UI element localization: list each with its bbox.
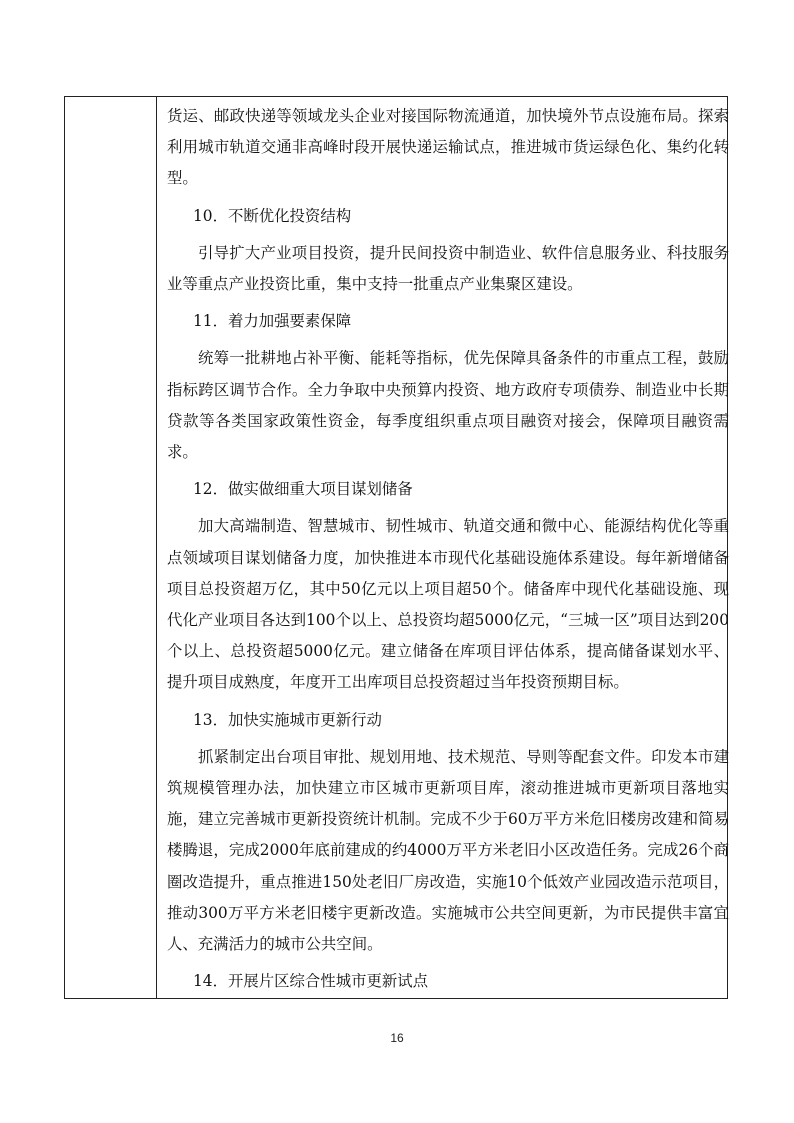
heading-11-factor-guarantee: 11．着力加强要素保障 [193, 312, 352, 331]
paragraph-urban-renewal: 抓紧制定出台项目审批、规划用地、技术规范、导则等配套文件。印发本市建筑规模管理办法，加快建立市区城市更新项目库，滚动推进城市更新项目落地实施，建立完善城市更新投资统计机制。完成不少于60万平方米危旧楼房改建和简易楼腾退，完成2000年底前建成的约4000万平方米老旧小区改造任务。完成26个商圈改造提升，重点推进150处老旧厂房改造，实施10个低效产业园改造示范项目，推动300万平方米老旧楼宇更新改造。实施城市公共空间更新，为市民提供丰富宜人、充满活力的城市公共空间。 [167, 747, 729, 954]
paragraph-freight-continued: 货运、邮政快递等领域龙头企业对接国际物流通道，加快境外节点设施布局。探索利用城市轨道交通非高峰时段开展快递运输试点，推进城市货运绿色化、集约化转型。 [167, 107, 729, 188]
table-left-cell [65, 97, 157, 998]
paragraph-investment-structure: 引导扩大产业项目投资，提升民间投资中制造业、软件信息服务业、科技服务业等重点产业投资比重，集中支持一批重点产业集聚区建设。 [167, 243, 729, 294]
document-table [64, 96, 728, 999]
heading-10-investment-structure: 10．不断优化投资结构 [193, 206, 352, 225]
heading-13-urban-renewal: 13．加快实施城市更新行动 [193, 710, 382, 729]
paragraph-project-reserve: 加大高端制造、智慧城市、韧性城市、轨道交通和微中心、能源结构优化等重点领域项目谋划储备力度，加快推进本市现代化基础设施体系建设。每年新增储备项目总投资超万亿，其中50亿元以上项目超50个。储备库中现代化基础设施、现代化产业项目各达到100个以上、总投资均超5000亿元，“三城一区”项目达到200个以上、总投资超5000亿元。建立储备在库项目评估体系，提高储备谋划水平、提升项目成熟度，年度开工出库项目总投资超过当年投资预期目标。 [167, 517, 729, 692]
heading-12-project-reserve: 12．做实做细重大项目谋划储备 [193, 480, 413, 499]
page-number: 16 [390, 1031, 404, 1045]
table-right-cell [157, 97, 727, 998]
heading-14-district-renewal-pilot: 14．开展片区综合性城市更新试点 [193, 972, 429, 991]
table-content [167, 101, 729, 997]
paragraph-factor-guarantee: 统筹一批耕地占补平衡、能耗等指标，优先保障具备条件的市重点工程，鼓励指标跨区调节合作。全力争取中央预算内投资、地方政府专项债券、制造业中长期贷款等各类国家政策性资金，每季度组织重点项目融资对接会，保障项目融资需求。 [167, 349, 729, 462]
